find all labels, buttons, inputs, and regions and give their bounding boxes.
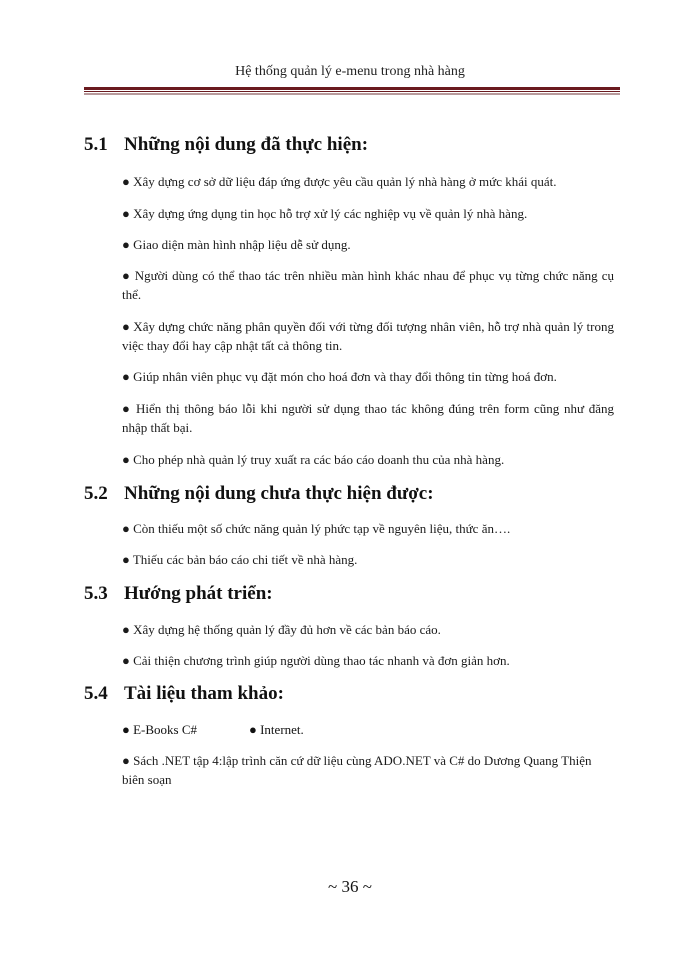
list-item: ● Xây dựng cơ sở dữ liệu đáp ứng được yêu cầu quản lý nhà hàng ở mức khái quát.	[122, 174, 557, 189]
section-title: Tài liệu tham khảo:	[124, 683, 284, 704]
section-number: 5.3	[84, 583, 108, 604]
reference-item: ● E-Books C#	[122, 722, 198, 737]
section-title: Những nội dung đã thực hiện:	[124, 134, 369, 155]
section-heading	[84, 483, 434, 505]
list-item: ● Hiển thị thông báo lỗi khi người sử dụng thao tác không đúng trên form cũng như đăng nhập thất bại.	[122, 401, 614, 435]
section-number: 5.1	[84, 134, 108, 155]
section-heading	[84, 683, 284, 705]
list-item: ● Còn thiếu một số chức năng quản lý phức tạp về nguyên liệu, thức ăn….	[122, 521, 511, 536]
header-rule-thin	[84, 91, 620, 92]
list-item: ● Xây dựng ứng dụng tin học hỗ trợ xử lý các nghiệp vụ về quản lý nhà hàng.	[122, 206, 528, 221]
list-item: ● Giúp nhân viên phục vụ đặt món cho hoá đơn và thay đổi thông tin từng hoá đơn.	[122, 369, 557, 384]
running-header: Hệ thống quản lý e-menu trong nhà hàng	[235, 64, 465, 79]
page-number: ~ 36 ~	[328, 877, 372, 896]
reference-line	[122, 720, 304, 739]
header-rule	[84, 87, 620, 90]
reference-item: ● Sách .NET tập 4:lập trình căn cứ dữ liệu cùng ADO.NET và C# do Dương Quang Thiện biên soạn	[122, 753, 592, 787]
list-item: ● Giao diện màn hình nhập liệu dễ sử dụng.	[122, 237, 351, 252]
list-item: ● Người dùng có thể thao tác trên nhiều màn hình khác nhau để phục vụ từng chức năng cụ thể.	[122, 268, 614, 302]
header-rule-light	[84, 93, 620, 95]
section-number: 5.2	[84, 483, 108, 504]
list-item: ● Xây dựng hệ thống quản lý đầy đủ hơn về các bản báo cáo.	[122, 622, 441, 637]
list-item: ● Thiếu các bản báo cáo chi tiết về nhà hàng.	[122, 552, 358, 567]
section-number: 5.4	[84, 683, 108, 704]
section-heading	[84, 583, 273, 605]
reference-item: ● Internet.	[249, 722, 304, 737]
section-heading	[84, 134, 368, 156]
section-title: Những nội dung chưa thực hiện được:	[124, 483, 434, 504]
list-item: ● Cho phép nhà quản lý truy xuất ra các báo cáo doanh thu của nhà hàng.	[122, 452, 505, 467]
section-title: Hướng phát triển:	[124, 583, 273, 604]
list-item: ● Xây dựng chức năng phân quyền đối với từng đối tượng nhân viên, hỗ trợ nhà quản lý trong việc thay đổi hay cập nhật tất cả thông tin.	[122, 319, 614, 353]
list-item: ● Cải thiện chương trình giúp người dùng thao tác nhanh và đơn giản hơn.	[122, 653, 510, 668]
